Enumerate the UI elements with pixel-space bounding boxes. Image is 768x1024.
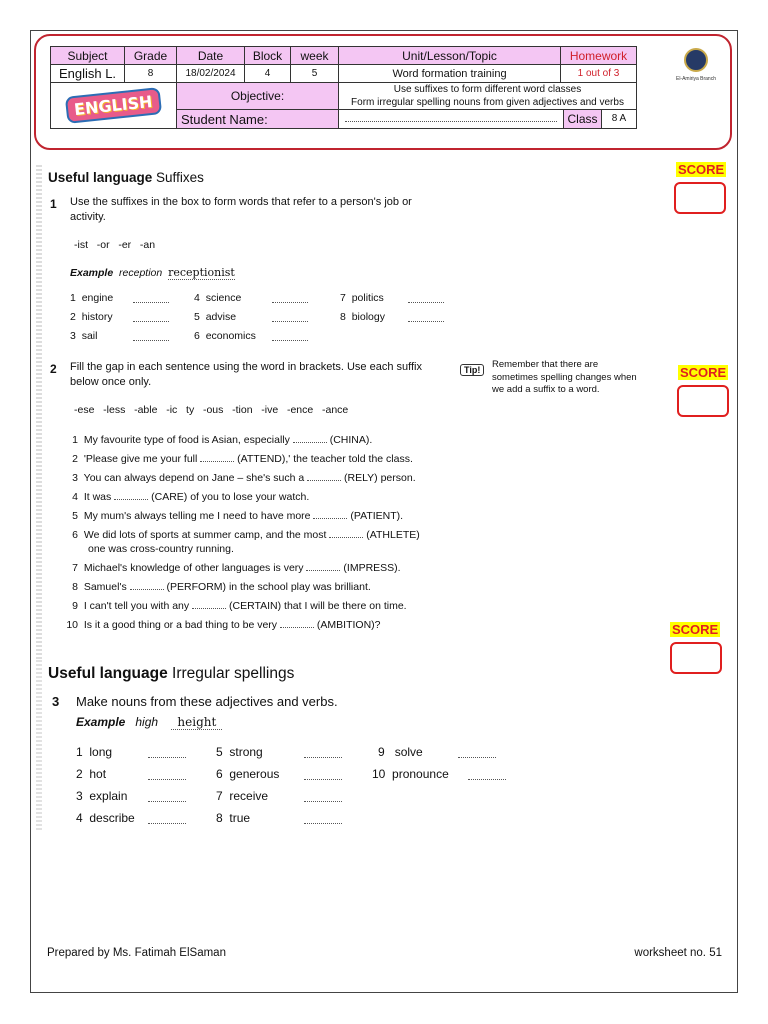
ex1-blank-7[interactable] — [408, 293, 444, 303]
ex3-item-4: 4 describe — [76, 811, 135, 825]
gap-8[interactable] — [130, 580, 164, 590]
english-logo-cell — [51, 83, 177, 129]
ex3-blank-7[interactable] — [304, 792, 342, 802]
ex1-item-4: 4 science — [194, 292, 242, 304]
english-logo: ENGLISH — [65, 87, 162, 124]
ex3-item-1: 1 long — [76, 745, 113, 759]
ex3-blank-10[interactable] — [468, 770, 506, 780]
ex1-item-5: 5 advise — [194, 311, 237, 323]
sentence-3: 3 You can always depend on Jane – she's such a (RELY) person. — [72, 472, 416, 484]
sentence-4: 4 It was (CARE) of you to lose your watch. — [72, 491, 310, 503]
score-label-3: SCORE — [672, 622, 719, 637]
exercise2-sentence-list — [64, 433, 484, 632]
ex1-item-7: 7 politics — [340, 292, 384, 304]
gap-1[interactable] — [293, 433, 327, 443]
student-name-field[interactable] — [339, 110, 564, 128]
score-box-2[interactable] — [677, 385, 729, 417]
section1-title — [48, 170, 204, 185]
sentence-6-continued: one was cross-country running. — [88, 543, 234, 555]
exercise3-number: 3 — [52, 694, 60, 709]
col-homework: Homework — [561, 47, 637, 65]
ex3-example-word: high — [135, 715, 159, 729]
exercise1-number: 1 — [50, 197, 57, 211]
margin-stripe-lower — [36, 660, 42, 830]
block-value: 4 — [245, 65, 291, 83]
col-date: Date — [177, 47, 245, 65]
ex3-blank-3[interactable] — [148, 792, 186, 802]
section3-title-rest: Irregular spellings — [172, 665, 295, 682]
ex1-item-2: 2 history — [70, 311, 113, 323]
ex1-blank-6[interactable] — [272, 331, 308, 341]
example-label: Example — [70, 267, 114, 279]
col-block: Block — [245, 47, 291, 65]
ex1-blank-3[interactable] — [133, 331, 169, 341]
ex3-blank-5[interactable] — [304, 748, 342, 758]
tip-line3: we add a suffix to a word. — [492, 384, 600, 395]
student-name-row — [339, 110, 637, 129]
exercise1-instr-line1: Use the suffixes in the box to form words that refer to a person's job or — [70, 196, 412, 208]
exercise1-example — [70, 266, 235, 279]
exercise3-instructions: Make nouns from these adjectives and verbs. — [76, 694, 338, 709]
gap-3[interactable] — [307, 471, 341, 481]
ex3-blank-6[interactable] — [304, 770, 342, 780]
margin-stripe — [36, 165, 42, 715]
ex3-item-3: 3 explain — [76, 789, 128, 803]
student-name-label: Student Name: — [177, 110, 339, 129]
score-label-1: SCORE — [678, 162, 725, 177]
tip-box — [460, 360, 484, 378]
ex3-item-7: 7 receive — [216, 789, 269, 803]
section1-title-bold: Useful language — [48, 170, 153, 185]
school-logo — [668, 48, 724, 108]
section1-title-rest: Suffixes — [156, 170, 204, 185]
ex3-blank-4[interactable] — [148, 814, 186, 824]
gap-7[interactable] — [306, 561, 340, 571]
score-label-2: SCORE — [680, 365, 727, 380]
col-grade: Grade — [125, 47, 177, 65]
exercise2-instr-line1: Fill the gap in each sentence using the word in brackets. Use each suffix — [70, 361, 422, 373]
ex1-blank-4[interactable] — [272, 293, 308, 303]
grade-value: 8 — [125, 65, 177, 83]
tip-line1: Remember that there are — [492, 359, 599, 370]
gap-6[interactable] — [329, 528, 363, 538]
section3-title-bold: Useful language — [48, 665, 168, 682]
col-week: week — [291, 47, 339, 65]
homework-value: 1 out of 3 — [561, 65, 637, 83]
sentence-2: 2 'Please give me your full (ATTEND),' the teacher told the class. — [72, 453, 413, 465]
gap-9[interactable] — [192, 599, 226, 609]
sentence-1: 1 My favourite type of food is Asian, especially (CHINA). — [72, 434, 373, 446]
objective-text — [339, 83, 637, 110]
ex3-item-6: 6 generous — [216, 767, 280, 781]
ex3-example-answer: height — [171, 715, 222, 730]
gap-10[interactable] — [280, 618, 314, 628]
objective-line-1: Use suffixes to form different word classes — [393, 84, 582, 95]
gap-2[interactable] — [200, 452, 234, 462]
unit-value: Word formation training — [339, 65, 561, 83]
sentence-6: 6 We did lots of sports at summer camp, and the most (ATHLETE) — [72, 529, 420, 541]
example-answer: receptionist — [168, 266, 235, 279]
gap-5[interactable] — [313, 509, 347, 519]
exercise2-number: 2 — [50, 362, 57, 376]
ex1-item-8: 8 biology — [340, 311, 385, 323]
ex3-blank-9[interactable] — [458, 748, 496, 758]
ex1-blank-1[interactable] — [133, 293, 169, 303]
sentence-5: 5 My mum's always telling me I need to have more (PATIENT). — [72, 510, 404, 522]
tip-line2: sometimes spelling changes when — [492, 371, 637, 383]
week-value: 5 — [291, 65, 339, 83]
sentence-8: 8 Samuel's (PERFORM) in the school play was brilliant. — [72, 581, 371, 593]
ex3-blank-2[interactable] — [148, 770, 186, 780]
footer-author: Prepared by Ms. Fatimah ElSaman — [47, 947, 226, 959]
ex1-item-1: 1 engine — [70, 292, 114, 304]
exercise3-example — [76, 715, 222, 729]
objective-label: Objective: — [177, 83, 339, 110]
header-table — [50, 46, 637, 129]
sentence-10: 10 Is it a good thing or a bad thing to be very (AMBITION)? — [66, 619, 381, 631]
school-emblem-icon — [684, 48, 708, 72]
sentence-7: 7 Michael's knowledge of other languages is very (IMPRESS). — [72, 562, 401, 574]
example-word: reception — [119, 267, 163, 279]
col-unit: Unit/Lesson/Topic — [339, 47, 561, 65]
gap-4[interactable] — [114, 490, 148, 500]
ex1-item-3: 3 sail — [70, 330, 98, 342]
ex1-blank-8[interactable] — [408, 312, 444, 322]
score-box-3[interactable] — [670, 642, 722, 674]
ex3-item-2: 2 hot — [76, 767, 107, 781]
class-value: 8 A — [611, 113, 627, 124]
ex3-blank-8[interactable] — [304, 814, 342, 824]
date-value: 18/02/2024 — [177, 65, 245, 83]
section3-title — [48, 665, 294, 683]
header-box — [34, 34, 732, 150]
ex1-blank-2[interactable] — [133, 312, 169, 322]
tip-text — [492, 359, 637, 397]
subject-value: English L. — [51, 65, 125, 83]
ex3-item-9: 9 solve — [378, 745, 423, 759]
ex3-item-10: 10 pronounce — [372, 767, 449, 781]
ex3-item-8: 8 true — [216, 811, 251, 825]
exercise1-suffix-box: -ist -or -er -an — [74, 239, 156, 251]
col-subject: Subject — [51, 47, 125, 65]
exercise1-instructions — [70, 195, 470, 225]
sentence-9: 9 I can't tell you with any (CERTAIN) that I will be there on time. — [72, 600, 407, 612]
ex1-blank-5[interactable] — [272, 312, 308, 322]
score-box-1[interactable] — [674, 182, 726, 214]
exercise2-instr-line2: below once only. — [70, 376, 152, 388]
exercise1-instr-line2: activity. — [70, 211, 106, 223]
school-logo-text: El-Amiriya Branch — [675, 76, 716, 82]
exercise2-suffix-box: -ese -less -able -ic ty -ous -tion -ive -ence -ance — [74, 404, 349, 416]
ex3-blank-1[interactable] — [148, 748, 186, 758]
objective-line-2: Form irregular spelling nouns from given adjectives and verbs — [351, 97, 624, 108]
tip-badge: Tip! — [460, 364, 484, 376]
footer-worksheet-number: worksheet no. 51 — [634, 947, 722, 959]
ex1-item-6: 6 economics — [194, 330, 256, 342]
ex3-item-5: 5 strong — [216, 745, 263, 759]
ex3-example-label: Example — [76, 715, 126, 729]
exercise2-instructions — [70, 360, 450, 390]
class-label: Class — [564, 110, 602, 128]
